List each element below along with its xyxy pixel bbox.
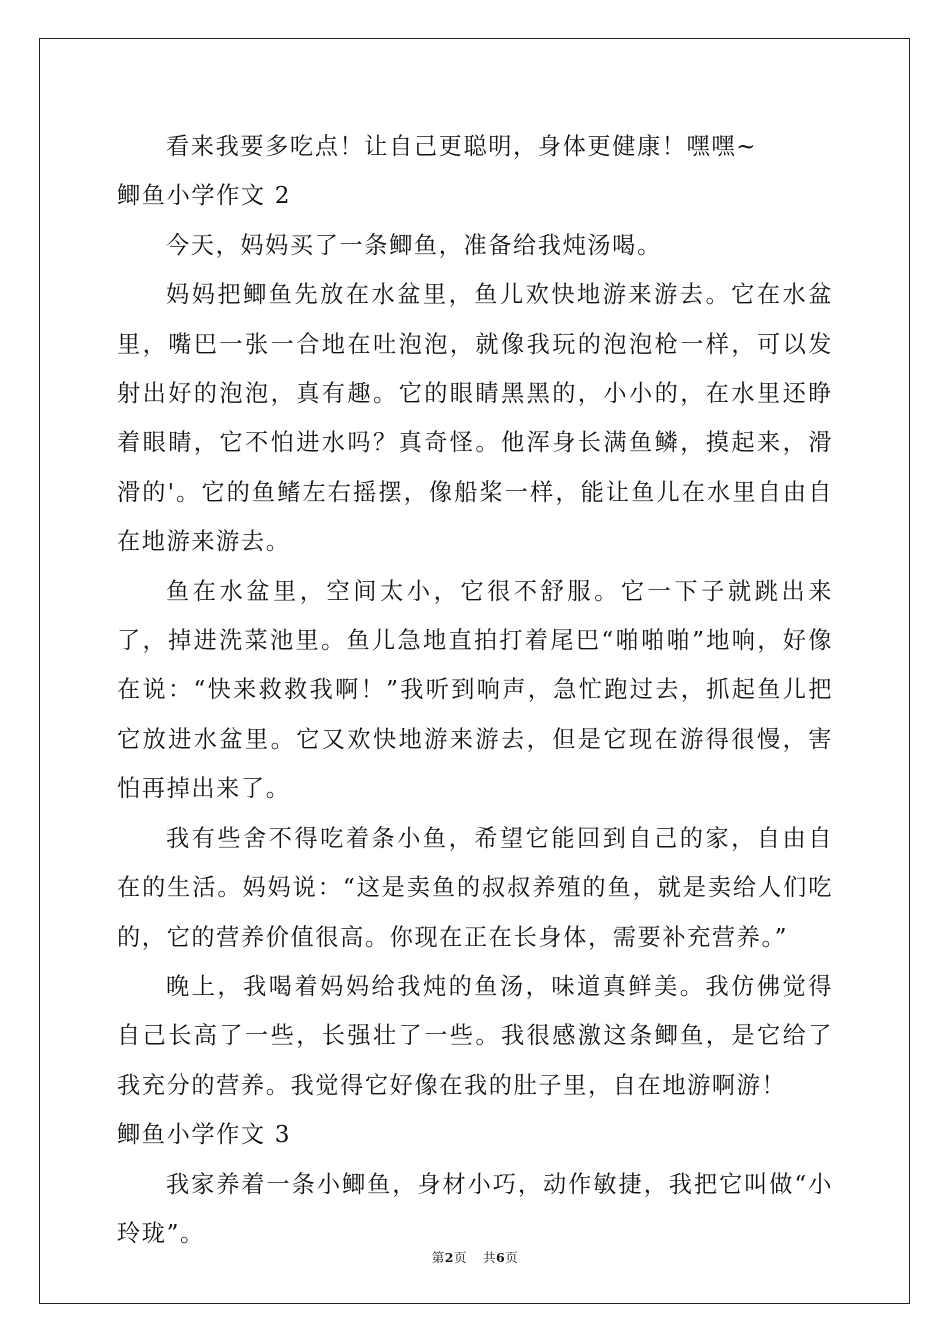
total-suffix: 页 xyxy=(505,1250,519,1265)
paragraph: 看来我要多吃点！让自己更聪明，身体更健康！嘿嘿~ xyxy=(166,133,758,160)
section-heading: 鲫鱼小学作文 2 xyxy=(117,182,292,210)
paragraph: 我家养着一条小鲫鱼，身材小巧，动作敏捷，我把它叫做“小玲珑”。 xyxy=(117,1170,833,1247)
page-suffix: 页 xyxy=(453,1250,467,1265)
paragraph: 我有些舍不得吃着条小鱼，希望它能回到自己的家，自由自在的生活。妈妈说：“这是卖鱼的叔叔养殖的鱼，就是卖给人们吃的，它的营养价值很高。你现在正在长身体，需要补充营养。” xyxy=(117,824,833,951)
total-prefix: 共 xyxy=(483,1250,497,1265)
page-prefix: 第 xyxy=(431,1250,445,1265)
section-heading: 鲫鱼小学作文 3 xyxy=(117,1121,292,1149)
total-pages: 6 xyxy=(496,1250,506,1265)
paragraph: 鱼在水盆里，空间太小，它很不舒服。它一下子就跳出来了，掉进洗菜池里。鱼儿急地直拍打着尾巴“啪啪啪”地响，好像在说：“快来救救我啊！”我听到响声，急忙跑过去，抓起鱼儿把它放进水盆里。它又欢快地游来游去，但是它现在游得很慢，害怕再掉出来了。 xyxy=(117,577,833,803)
paragraph: 妈妈把鲫鱼先放在水盆里，鱼儿欢快地游来游去。它在水盆里，嘴巴一张一合地在吐泡泡，就像我玩的泡泡枪一样，可以发射出好的泡泡，真有趣。它的眼睛黑黑的，小小的，在水里还睁着眼睛，它不怕进水吗？真奇怪。他浑身长满鱼鳞，摸起来，滑滑的'。它的鱼鳍左右摇摆，像船桨一样，能让鱼儿在水里自由自在地游来游去。 xyxy=(117,281,833,556)
page-footer xyxy=(0,1248,950,1266)
paragraph: 晚上，我喝着妈妈给我炖的鱼汤，味道真鲜美。我仿佛觉得自己长高了一些，长强壮了一些。我很感激这条鲫鱼，是它给了我充分的营养。我觉得它好像在我的肚子里，自在地游啊游！ xyxy=(117,972,833,1099)
page-number: 2 xyxy=(444,1250,454,1265)
paragraph: 今天，妈妈买了一条鲫鱼，准备给我炖汤喝。 xyxy=(166,231,662,259)
document-body xyxy=(117,122,833,1258)
